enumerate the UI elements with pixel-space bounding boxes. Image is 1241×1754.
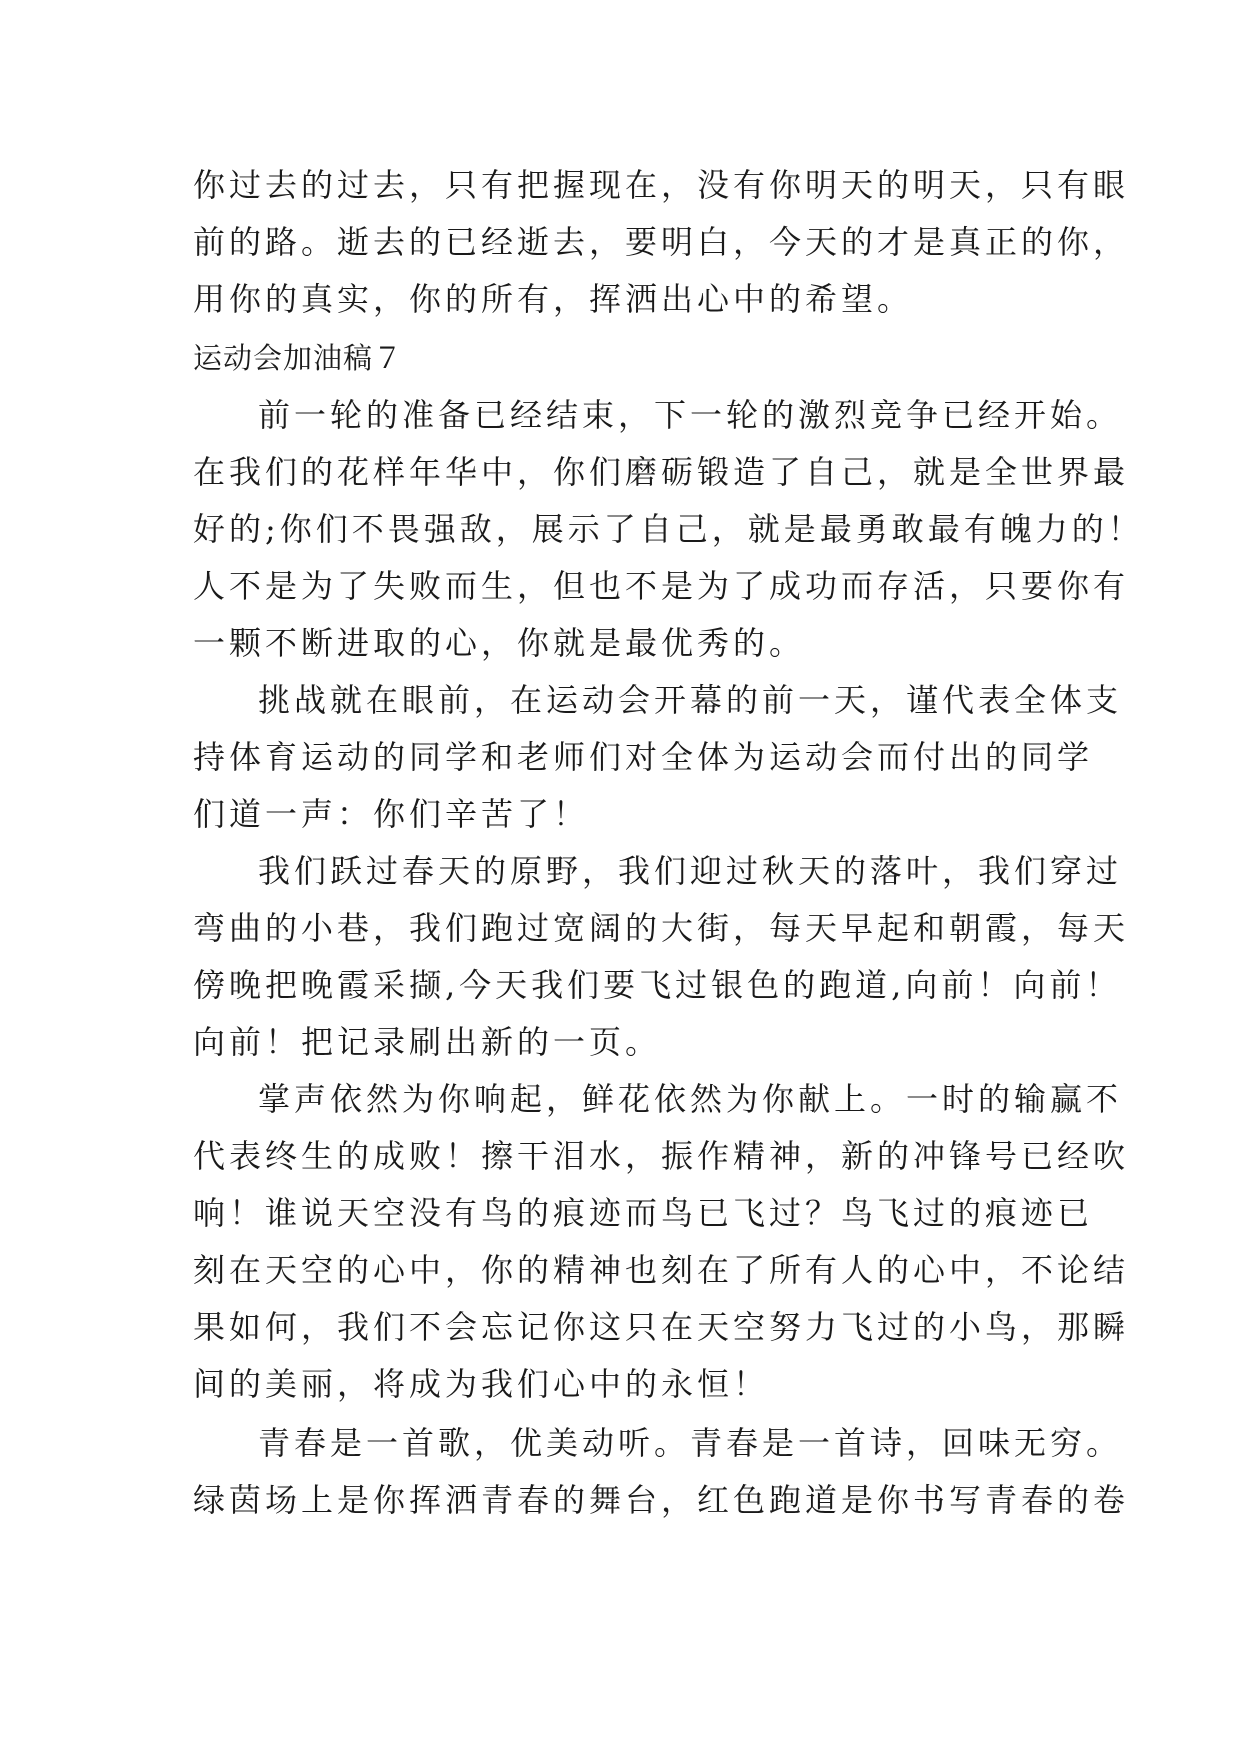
- paragraph-line: 绿茵场上是你挥洒青春的舞台，红色跑道是你书写青春的卷: [193, 1481, 1130, 1519]
- paragraph-line: 好的;你们不畏强敌，展示了自己，就是最勇敢最有魄力的！: [193, 510, 1144, 548]
- section-title: 运动会加油稿７: [193, 341, 404, 375]
- paragraph-line: 响！谁说天空没有鸟的痕迹而鸟已飞过？鸟飞过的痕迹已: [193, 1194, 1094, 1232]
- text-line: 前的路。逝去的已经逝去，要明白，今天的才是真正的你，: [193, 223, 1130, 261]
- paragraph-line: 刻在天空的心中，你的精神也刻在了所有人的心中，不论结: [193, 1251, 1130, 1289]
- paragraph-line: 青春是一首歌，优美动听。青春是一首诗，回味无穷。: [258, 1424, 1123, 1462]
- paragraph-line: 间的美丽，将成为我们心中的永恒！: [193, 1365, 770, 1403]
- paragraph-line: 持体育运动的同学和老师们对全体为运动会而付出的同学: [193, 738, 1094, 776]
- text-line: 你过去的过去，只有把握现在，没有你明天的明天，只有眼: [193, 166, 1130, 204]
- paragraph-line: 前一轮的准备已经结束，下一轮的激烈竞争已经开始。: [258, 396, 1123, 434]
- paragraph-line: 果如何，我们不会忘记你这只在天空努力飞过的小鸟，那瞬: [193, 1308, 1130, 1346]
- paragraph-line: 一颗不断进取的心，你就是最优秀的。: [193, 624, 806, 662]
- paragraph-line: 傍晚把晚霞采撷,今天我们要飞过银色的跑道,向前！向前！: [193, 966, 1122, 1004]
- paragraph-line: 向前！把记录刷出新的一页。: [193, 1023, 662, 1061]
- paragraph-line: 我们跃过春天的原野，我们迎过秋天的落叶，我们穿过: [258, 852, 1123, 890]
- text-line: 用你的真实，你的所有，挥洒出心中的希望。: [193, 280, 914, 318]
- paragraph-line: 们道一声：你们辛苦了！: [193, 795, 590, 833]
- paragraph-line: 代表终生的成败！擦干泪水，振作精神，新的冲锋号已经吹: [193, 1137, 1130, 1175]
- paragraph-line: 掌声依然为你响起，鲜花依然为你献上。一时的输赢不: [258, 1080, 1123, 1118]
- paragraph-line: 人不是为了失败而生，但也不是为了成功而存活，只要你有: [193, 567, 1130, 605]
- paragraph-line: 在我们的花样年华中，你们磨砺锻造了自己，就是全世界最: [193, 453, 1130, 491]
- paragraph-line: 弯曲的小巷，我们跑过宽阔的大街，每天早起和朝霞，每天: [193, 909, 1130, 947]
- paragraph-line: 挑战就在眼前，在运动会开幕的前一天，谨代表全体支: [258, 681, 1123, 719]
